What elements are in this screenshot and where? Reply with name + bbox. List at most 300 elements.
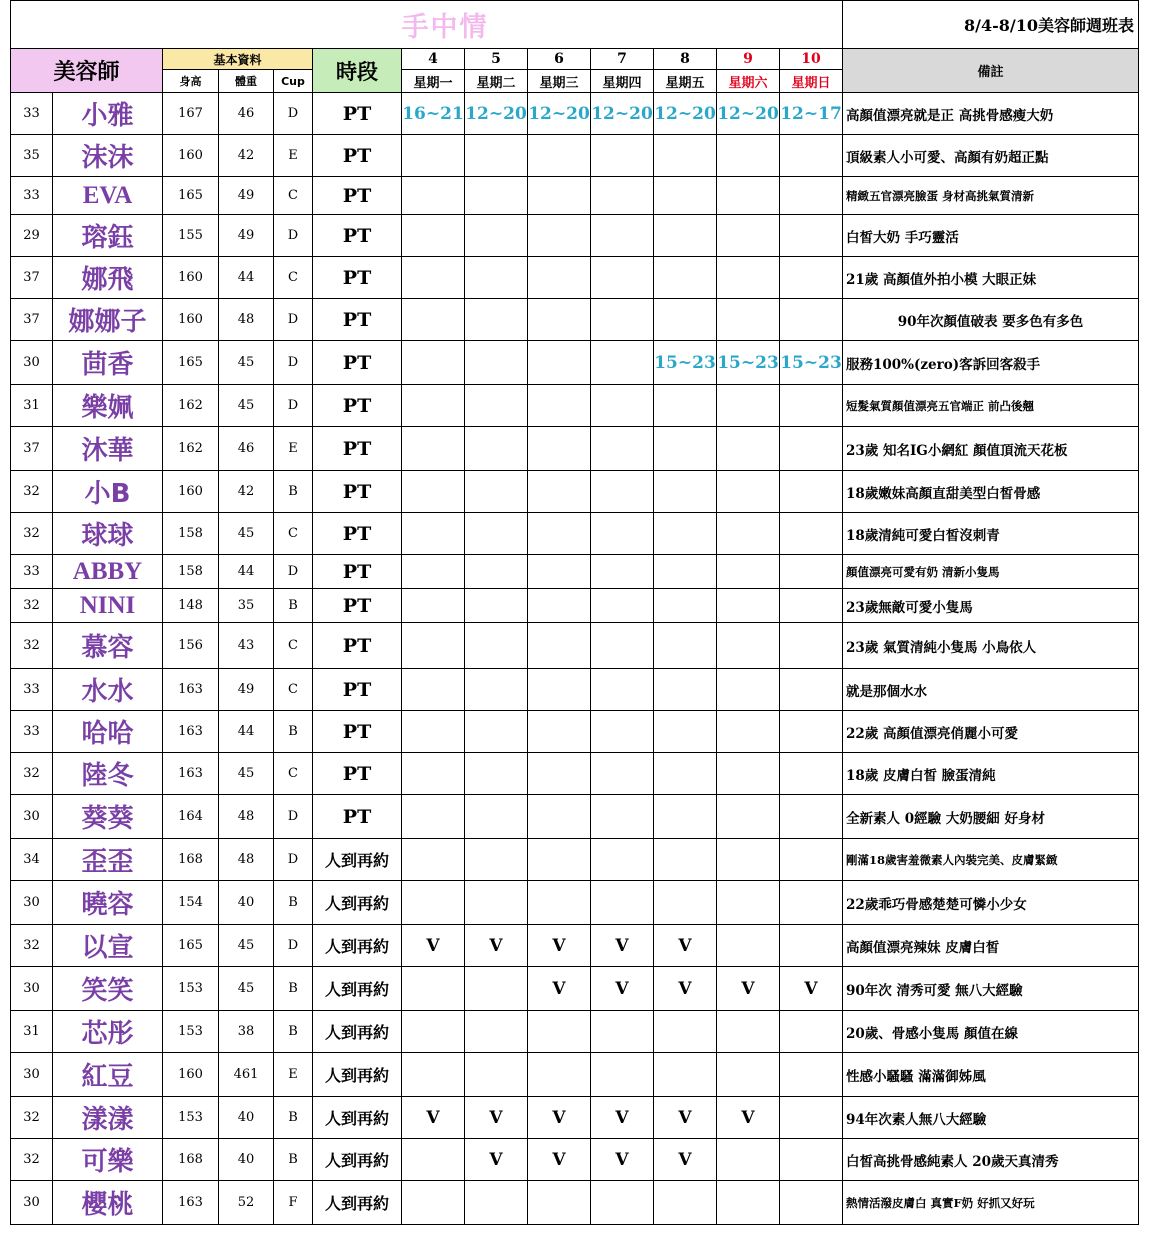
day-number-header: 7 xyxy=(591,49,654,70)
day-schedule-cell xyxy=(654,427,717,471)
table-row xyxy=(11,1053,1139,1097)
day-schedule-cell xyxy=(654,471,717,513)
day-schedule-cell xyxy=(780,177,843,215)
cup-cell: C xyxy=(274,623,313,669)
day-schedule-cell xyxy=(717,1181,780,1225)
day-schedule-cell xyxy=(717,1011,780,1053)
day-schedule-cell xyxy=(591,177,654,215)
weight-cell: 48 xyxy=(219,839,274,881)
table-row xyxy=(11,1097,1139,1139)
remark-cell: 20歲、骨感小隻馬 顏值在線 xyxy=(843,1011,1139,1053)
day-schedule-cell xyxy=(402,471,465,513)
height-cell: 155 xyxy=(163,215,219,257)
age-cell: 31 xyxy=(11,385,53,427)
beautician-name: 葵葵 xyxy=(53,795,163,839)
day-schedule-cell xyxy=(591,1181,654,1225)
weight-cell: 43 xyxy=(219,623,274,669)
day-schedule-cell xyxy=(465,341,528,385)
beautician-name: 茴香 xyxy=(53,341,163,385)
weight-cell: 461 xyxy=(219,1053,274,1097)
table-row xyxy=(11,385,1139,427)
shift-cell: PT xyxy=(313,513,402,555)
day-schedule-cell xyxy=(780,1097,843,1139)
age-cell: 34 xyxy=(11,839,53,881)
day-schedule-cell xyxy=(465,589,528,623)
day-schedule-cell xyxy=(717,135,780,177)
cup-cell: E xyxy=(274,1053,313,1097)
day-schedule-cell xyxy=(402,299,465,341)
day-schedule-cell xyxy=(780,257,843,299)
day-schedule-cell xyxy=(465,753,528,795)
age-cell: 35 xyxy=(11,135,53,177)
day-schedule-cell: V xyxy=(654,1139,717,1181)
age-cell: 29 xyxy=(11,215,53,257)
day-schedule-cell xyxy=(780,839,843,881)
day-schedule-cell xyxy=(780,881,843,925)
day-schedule-cell xyxy=(528,385,591,427)
remark-cell: 顏值漂亮可愛有奶 清新小隻馬 xyxy=(843,555,1139,589)
table-row xyxy=(11,925,1139,967)
beautician-name: 陸冬 xyxy=(53,753,163,795)
weight-cell: 42 xyxy=(219,135,274,177)
shift-cell: PT xyxy=(313,555,402,589)
table-row xyxy=(11,93,1139,135)
day-schedule-cell xyxy=(717,215,780,257)
height-header: 身高 xyxy=(163,70,219,93)
cup-cell: B xyxy=(274,881,313,925)
day-schedule-cell xyxy=(402,795,465,839)
remark-cell: 白皙高挑骨感純素人 20歲天真清秀 xyxy=(843,1139,1139,1181)
cup-cell: B xyxy=(274,711,313,753)
day-schedule-cell xyxy=(465,967,528,1011)
day-schedule-cell xyxy=(591,555,654,589)
day-schedule-cell xyxy=(717,753,780,795)
title-blank-cell xyxy=(11,1,402,49)
day-schedule-cell xyxy=(591,881,654,925)
remark-cell: 性感小騷騷 滿滿御姊風 xyxy=(843,1053,1139,1097)
day-schedule-cell xyxy=(591,753,654,795)
cup-cell: E xyxy=(274,427,313,471)
day-schedule-cell xyxy=(717,299,780,341)
shift-cell: 人到再約 xyxy=(313,1097,402,1139)
day-schedule-cell xyxy=(591,1053,654,1097)
day-number-header: 5 xyxy=(465,49,528,70)
cup-cell: B xyxy=(274,967,313,1011)
day-schedule-cell xyxy=(465,215,528,257)
day-schedule-cell xyxy=(780,215,843,257)
day-schedule-cell: 12~20 xyxy=(465,93,528,135)
day-schedule-cell xyxy=(654,177,717,215)
shift-cell: PT xyxy=(313,795,402,839)
day-number-header: 10 xyxy=(780,49,843,70)
shift-cell: PT xyxy=(313,711,402,753)
beautician-name: 笑笑 xyxy=(53,967,163,1011)
weight-cell: 40 xyxy=(219,881,274,925)
age-cell: 33 xyxy=(11,93,53,135)
weight-cell: 46 xyxy=(219,93,274,135)
beautician-name: NINI xyxy=(53,589,163,623)
day-schedule-cell xyxy=(780,795,843,839)
table-row xyxy=(11,881,1139,925)
weight-cell: 40 xyxy=(219,1097,274,1139)
day-schedule-cell xyxy=(402,427,465,471)
remark-cell: 23歲 氣質清純小隻馬 小鳥依人 xyxy=(843,623,1139,669)
day-schedule-cell xyxy=(591,427,654,471)
day-schedule-cell xyxy=(402,669,465,711)
remark-cell: 高顏值漂亮就是正 高挑骨感瘦大奶 xyxy=(843,93,1139,135)
shift-cell: 人到再約 xyxy=(313,881,402,925)
day-schedule-cell xyxy=(717,669,780,711)
cup-cell: B xyxy=(274,471,313,513)
day-schedule-cell: 12~20 xyxy=(528,93,591,135)
remark-cell: 21歲 高顏值外拍小模 大眼正妹 xyxy=(843,257,1139,299)
remark-cell: 熱情活潑皮膚白 真實F奶 好抓又好玩 xyxy=(843,1181,1139,1225)
age-cell: 30 xyxy=(11,1181,53,1225)
day-number-header: 9 xyxy=(717,49,780,70)
beautician-name: 哈哈 xyxy=(53,711,163,753)
height-cell: 160 xyxy=(163,135,219,177)
day-schedule-cell xyxy=(402,513,465,555)
height-cell: 160 xyxy=(163,257,219,299)
age-cell: 33 xyxy=(11,555,53,589)
height-cell: 162 xyxy=(163,427,219,471)
day-schedule-cell xyxy=(402,177,465,215)
table-row xyxy=(11,711,1139,753)
age-cell: 32 xyxy=(11,589,53,623)
weekday-header: 星期日 xyxy=(780,70,843,93)
remark-cell: 23歲 知名IG小網紅 顏值頂流天花板 xyxy=(843,427,1139,471)
day-schedule-cell xyxy=(465,1181,528,1225)
day-schedule-cell xyxy=(654,385,717,427)
cup-cell: C xyxy=(274,513,313,555)
height-cell: 163 xyxy=(163,711,219,753)
remark-header: 備註 xyxy=(843,49,1139,93)
weight-cell: 38 xyxy=(219,1011,274,1053)
day-schedule-cell xyxy=(780,385,843,427)
table-row xyxy=(11,589,1139,623)
remark-cell: 18歲嫩妹高顏直甜美型白皙骨感 xyxy=(843,471,1139,513)
cup-cell: B xyxy=(274,589,313,623)
shift-cell: 人到再約 xyxy=(313,967,402,1011)
day-schedule-cell xyxy=(402,1181,465,1225)
day-schedule-cell xyxy=(402,589,465,623)
table-row xyxy=(11,967,1139,1011)
day-number-header: 8 xyxy=(654,49,717,70)
day-schedule-cell: 15~23 xyxy=(654,341,717,385)
day-schedule-cell xyxy=(528,341,591,385)
day-schedule-cell xyxy=(402,753,465,795)
table-row xyxy=(11,513,1139,555)
day-schedule-cell xyxy=(402,257,465,299)
age-cell: 30 xyxy=(11,881,53,925)
age-cell: 32 xyxy=(11,925,53,967)
day-schedule-cell xyxy=(780,623,843,669)
weight-cell: 45 xyxy=(219,925,274,967)
day-schedule-cell xyxy=(591,513,654,555)
day-schedule-cell: V xyxy=(402,1097,465,1139)
day-schedule-cell xyxy=(528,513,591,555)
day-schedule-cell: 16~21 xyxy=(402,93,465,135)
day-schedule-cell xyxy=(528,839,591,881)
day-schedule-cell: 12~20 xyxy=(717,93,780,135)
height-cell: 160 xyxy=(163,1053,219,1097)
day-schedule-cell xyxy=(780,925,843,967)
day-schedule-cell xyxy=(465,177,528,215)
cup-header: Cup xyxy=(274,70,313,93)
weight-cell: 48 xyxy=(219,795,274,839)
height-cell: 163 xyxy=(163,753,219,795)
day-schedule-cell: V xyxy=(654,925,717,967)
day-schedule-cell xyxy=(654,555,717,589)
weight-cell: 49 xyxy=(219,215,274,257)
weight-cell: 52 xyxy=(219,1181,274,1225)
day-schedule-cell xyxy=(717,881,780,925)
day-schedule-cell xyxy=(591,299,654,341)
day-schedule-cell xyxy=(717,1053,780,1097)
day-schedule-cell xyxy=(780,1053,843,1097)
day-schedule-cell xyxy=(717,177,780,215)
day-schedule-cell xyxy=(402,711,465,753)
day-schedule-cell xyxy=(717,839,780,881)
shift-cell: 人到再約 xyxy=(313,839,402,881)
table-row xyxy=(11,341,1139,385)
weight-cell: 45 xyxy=(219,967,274,1011)
basic-info-header: 基本資料 xyxy=(163,49,313,70)
age-cell: 32 xyxy=(11,471,53,513)
remark-cell: 18歲清純可愛白皙沒刺青 xyxy=(843,513,1139,555)
weight-cell: 49 xyxy=(219,669,274,711)
table-row xyxy=(11,669,1139,711)
height-cell: 158 xyxy=(163,513,219,555)
table-row xyxy=(11,1139,1139,1181)
day-schedule-cell: V xyxy=(465,1097,528,1139)
weight-cell: 42 xyxy=(219,471,274,513)
remark-cell: 服務100%(zero)客訴回客殺手 xyxy=(843,341,1139,385)
age-cell: 30 xyxy=(11,341,53,385)
day-schedule-cell xyxy=(591,1011,654,1053)
title-row xyxy=(11,1,1139,49)
weight-cell: 44 xyxy=(219,711,274,753)
age-cell: 37 xyxy=(11,257,53,299)
remark-cell: 全新素人 0經驗 大奶腰細 好身材 xyxy=(843,795,1139,839)
shift-cell: PT xyxy=(313,93,402,135)
table-row xyxy=(11,1011,1139,1053)
beautician-name: 沫沫 xyxy=(53,135,163,177)
day-schedule-cell xyxy=(528,555,591,589)
shift-cell: PT xyxy=(313,299,402,341)
day-schedule-cell: 12~20 xyxy=(591,93,654,135)
weight-cell: 40 xyxy=(219,1139,274,1181)
shift-cell: PT xyxy=(313,471,402,513)
beautician-name: 樂姵 xyxy=(53,385,163,427)
day-schedule-cell: V xyxy=(528,967,591,1011)
beautician-name: 曉容 xyxy=(53,881,163,925)
cup-cell: D xyxy=(274,341,313,385)
cup-cell: B xyxy=(274,1097,313,1139)
day-schedule-cell xyxy=(402,215,465,257)
day-schedule-cell xyxy=(402,1053,465,1097)
day-schedule-cell: V xyxy=(591,925,654,967)
cup-cell: D xyxy=(274,555,313,589)
day-schedule-cell xyxy=(528,257,591,299)
day-schedule-cell xyxy=(465,795,528,839)
cup-cell: C xyxy=(274,257,313,299)
day-schedule-cell xyxy=(402,623,465,669)
height-cell: 153 xyxy=(163,1011,219,1053)
day-schedule-cell: V xyxy=(654,967,717,1011)
weekday-header: 星期一 xyxy=(402,70,465,93)
beautician-name: 以宣 xyxy=(53,925,163,967)
beautician-name: 芯彤 xyxy=(53,1011,163,1053)
day-schedule-cell: V xyxy=(528,1097,591,1139)
day-schedule-cell xyxy=(591,795,654,839)
day-schedule-cell xyxy=(591,669,654,711)
brand-title: 手中情 xyxy=(402,1,843,49)
day-schedule-cell xyxy=(717,1139,780,1181)
beautician-name: 娜娜子 xyxy=(53,299,163,341)
height-cell: 154 xyxy=(163,881,219,925)
height-cell: 156 xyxy=(163,623,219,669)
day-schedule-cell xyxy=(780,1139,843,1181)
weekly-schedule-table xyxy=(10,0,1139,1225)
day-schedule-cell xyxy=(528,669,591,711)
day-schedule-cell xyxy=(465,669,528,711)
beautician-name: 歪歪 xyxy=(53,839,163,881)
shift-cell: 人到再約 xyxy=(313,925,402,967)
beautician-name: 紅豆 xyxy=(53,1053,163,1097)
height-cell: 158 xyxy=(163,555,219,589)
shift-cell: 人到再約 xyxy=(313,1181,402,1225)
weight-cell: 35 xyxy=(219,589,274,623)
day-schedule-cell: V xyxy=(402,925,465,967)
day-schedule-cell xyxy=(402,555,465,589)
shift-cell: 人到再約 xyxy=(313,1053,402,1097)
remark-cell: 23歲無敵可愛小隻馬 xyxy=(843,589,1139,623)
weight-cell: 45 xyxy=(219,385,274,427)
remark-cell: 白皙大奶 手巧靈活 xyxy=(843,215,1139,257)
remark-cell: 高顏值漂亮辣妹 皮膚白皙 xyxy=(843,925,1139,967)
table-row xyxy=(11,427,1139,471)
height-cell: 162 xyxy=(163,385,219,427)
day-schedule-cell xyxy=(465,711,528,753)
height-cell: 165 xyxy=(163,177,219,215)
cup-cell: D xyxy=(274,795,313,839)
shift-cell: PT xyxy=(313,669,402,711)
day-schedule-cell xyxy=(528,1181,591,1225)
day-schedule-cell xyxy=(780,299,843,341)
cup-cell: C xyxy=(274,177,313,215)
day-schedule-cell xyxy=(780,471,843,513)
remark-cell: 94年次素人無八大經驗 xyxy=(843,1097,1139,1139)
beautician-name: 球球 xyxy=(53,513,163,555)
age-cell: 37 xyxy=(11,427,53,471)
day-schedule-cell xyxy=(402,881,465,925)
weight-cell: 45 xyxy=(219,341,274,385)
shift-cell: PT xyxy=(313,257,402,299)
day-schedule-cell xyxy=(780,1011,843,1053)
table-row xyxy=(11,215,1139,257)
day-schedule-cell: V xyxy=(780,967,843,1011)
beautician-name: 沐華 xyxy=(53,427,163,471)
weight-header: 體重 xyxy=(219,70,274,93)
beautician-name: ABBY xyxy=(53,555,163,589)
shift-cell: PT xyxy=(313,623,402,669)
shift-cell: PT xyxy=(313,215,402,257)
day-schedule-cell: V xyxy=(717,1097,780,1139)
table-row xyxy=(11,257,1139,299)
day-schedule-cell xyxy=(465,513,528,555)
age-cell: 37 xyxy=(11,299,53,341)
day-schedule-cell xyxy=(654,257,717,299)
day-schedule-cell xyxy=(717,385,780,427)
cup-cell: C xyxy=(274,753,313,795)
day-schedule-cell xyxy=(402,839,465,881)
day-schedule-cell: 12~17 xyxy=(780,93,843,135)
day-schedule-cell xyxy=(465,135,528,177)
day-schedule-cell xyxy=(528,1011,591,1053)
day-schedule-cell xyxy=(528,753,591,795)
header-row-1 xyxy=(11,49,1139,70)
shift-cell: PT xyxy=(313,385,402,427)
height-cell: 168 xyxy=(163,839,219,881)
day-schedule-cell xyxy=(465,427,528,471)
day-schedule-cell xyxy=(654,753,717,795)
table-row xyxy=(11,839,1139,881)
table-row xyxy=(11,1181,1139,1225)
table-row xyxy=(11,753,1139,795)
day-schedule-cell xyxy=(465,1011,528,1053)
remark-cell: 短髮氣質顏值漂亮五官端正 前凸後翹 xyxy=(843,385,1139,427)
age-cell: 31 xyxy=(11,1011,53,1053)
weight-cell: 48 xyxy=(219,299,274,341)
cup-cell: D xyxy=(274,215,313,257)
day-schedule-cell xyxy=(780,135,843,177)
day-schedule-cell: V xyxy=(465,925,528,967)
shift-header: 時段 xyxy=(313,49,402,93)
day-schedule-cell xyxy=(780,427,843,471)
age-cell: 33 xyxy=(11,669,53,711)
day-schedule-cell xyxy=(654,1011,717,1053)
day-schedule-cell xyxy=(528,471,591,513)
height-cell: 165 xyxy=(163,341,219,385)
shift-cell: PT xyxy=(313,589,402,623)
beautician-name: 小雅 xyxy=(53,93,163,135)
day-schedule-cell xyxy=(402,341,465,385)
day-schedule-cell xyxy=(591,341,654,385)
height-cell: 167 xyxy=(163,93,219,135)
day-schedule-cell xyxy=(528,299,591,341)
height-cell: 153 xyxy=(163,1097,219,1139)
day-schedule-cell: 15~23 xyxy=(717,341,780,385)
age-cell: 32 xyxy=(11,513,53,555)
day-schedule-cell xyxy=(654,623,717,669)
day-schedule-cell xyxy=(654,711,717,753)
day-schedule-cell xyxy=(654,299,717,341)
beautician-name: 慕容 xyxy=(53,623,163,669)
day-schedule-cell xyxy=(780,513,843,555)
day-schedule-cell xyxy=(528,881,591,925)
day-schedule-cell xyxy=(717,513,780,555)
beautician-name: 娜飛 xyxy=(53,257,163,299)
day-number-header: 6 xyxy=(528,49,591,70)
day-schedule-cell xyxy=(465,555,528,589)
beautician-name: 櫻桃 xyxy=(53,1181,163,1225)
age-cell: 30 xyxy=(11,1053,53,1097)
remark-cell: 頂級素人小可愛、高顏有奶超正點 xyxy=(843,135,1139,177)
age-cell: 30 xyxy=(11,967,53,1011)
day-schedule-cell: 12~20 xyxy=(654,93,717,135)
height-cell: 160 xyxy=(163,299,219,341)
